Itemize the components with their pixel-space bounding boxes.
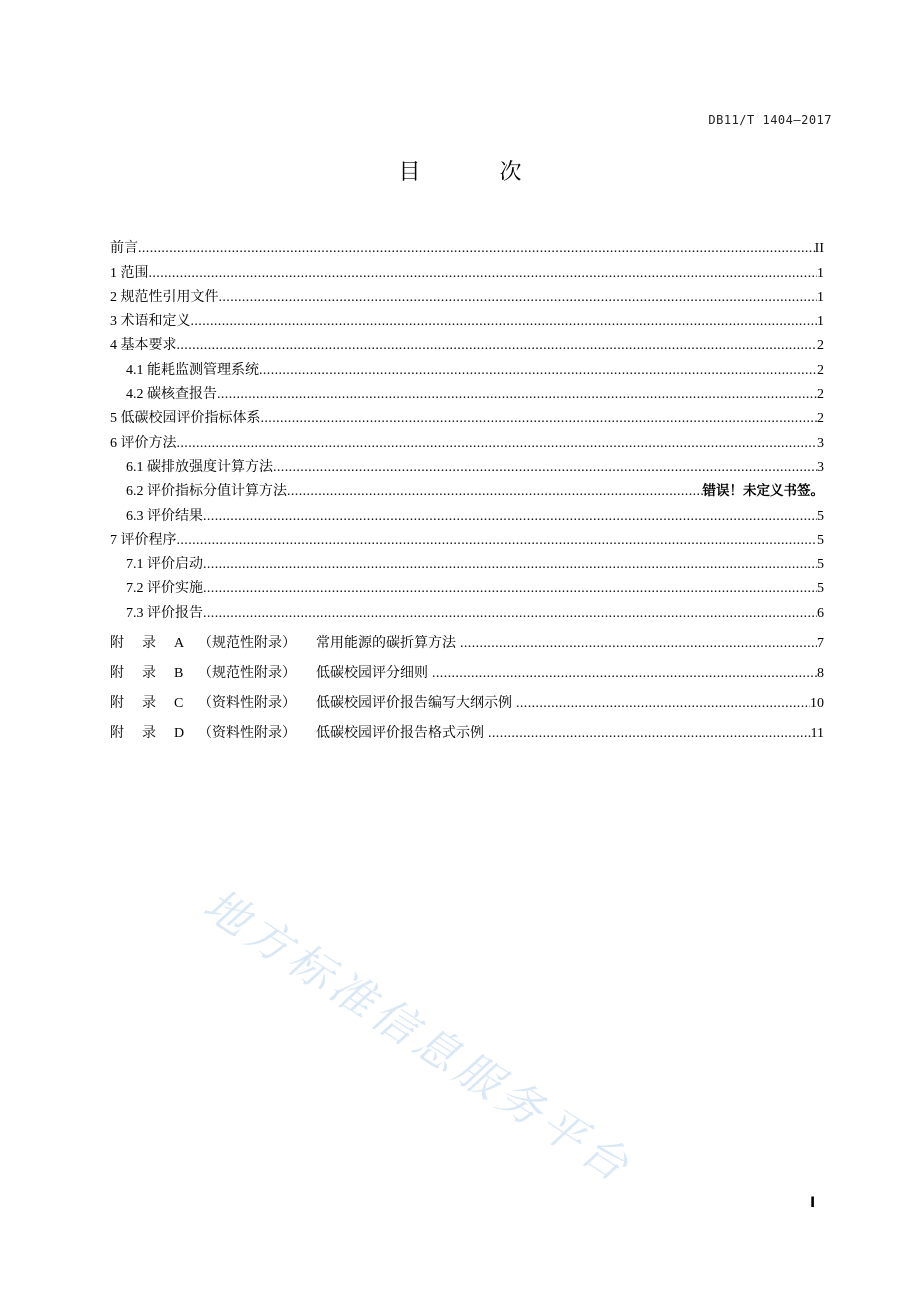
dot-leader [488, 725, 811, 742]
toc-entry-label: 7 评价程序 [110, 532, 177, 548]
appendix-label [110, 665, 432, 682]
toc-entry-label: 1 范围 [110, 265, 149, 281]
toc-appendix-entry[interactable] [110, 712, 824, 742]
dot-leader [203, 508, 817, 525]
dot-leader [516, 695, 810, 712]
page-title: 目 次 [398, 160, 558, 185]
appendix-label [110, 725, 488, 742]
appendix-page: 11 [810, 725, 824, 741]
appendix-letter: B [174, 665, 184, 681]
appendix-type: （规范性附录） [198, 665, 296, 681]
dot-leader [287, 483, 703, 500]
toc-entry[interactable] [110, 233, 824, 257]
toc-entry-label: 2 规范性引用文件 [110, 289, 219, 305]
toc-entry-page: 5 [817, 581, 824, 597]
toc-entry-page: 1 [817, 265, 824, 281]
toc-entry-page: 3 [817, 435, 824, 451]
toc-entry[interactable] [110, 597, 824, 621]
toc-entry[interactable] [110, 282, 824, 306]
toc-entry-page: 5 [817, 557, 824, 573]
toc-entry-error-message: 错误！未定义书签。 [702, 483, 824, 500]
dot-leader [177, 532, 818, 549]
dot-leader [203, 580, 817, 597]
toc-entry[interactable] [110, 257, 824, 281]
appendix-page: 7 [817, 635, 824, 651]
toc-entry-label: 7.3 评价报告 [126, 605, 203, 621]
toc-appendix-entry[interactable] [110, 622, 824, 652]
appendix-page: 10 [810, 695, 824, 711]
appendix-letter: C [174, 695, 184, 711]
document-code: DB11/T 1404—2017 [708, 113, 832, 127]
toc-entry-page: 2 [817, 338, 824, 354]
toc-entry[interactable] [110, 452, 824, 476]
appendix-type: （资料性附录） [198, 725, 296, 741]
dot-leader [177, 337, 818, 354]
toc-entry[interactable] [110, 525, 824, 549]
dot-leader [203, 605, 817, 622]
dot-leader [177, 435, 818, 452]
toc-entry[interactable] [110, 354, 824, 378]
toc-entry-page: 2 [817, 387, 824, 403]
toc-entry-label: 4.1 能耗监测管理系统 [126, 362, 259, 378]
toc-appendix-entry[interactable] [110, 652, 824, 682]
appendix-name: 低碳校园评分细则 [316, 665, 428, 681]
toc-entry-page: 5 [817, 532, 824, 548]
toc-entry-label: 4 基本要求 [110, 338, 177, 354]
toc-entry-label: 7.2 评价实施 [126, 581, 203, 597]
appendix-name: 常用能源的碳折算方法 [316, 635, 456, 651]
dot-leader [219, 289, 818, 306]
appendix-name: 低碳校园评价报告编写大纲示例 [316, 695, 512, 711]
appendix-label [110, 635, 460, 652]
dot-leader [191, 313, 818, 330]
toc-entry-label: 6.2 评价指标分值计算方法 [126, 484, 287, 500]
toc-entry-label: 5 低碳校园评价指标体系 [110, 411, 261, 427]
toc-entry[interactable] [110, 500, 824, 524]
toc-appendix-entry[interactable] [110, 682, 824, 712]
toc-entry[interactable] [110, 403, 824, 427]
toc-entry[interactable] [110, 427, 824, 451]
appendix-word: 附 录 [110, 635, 156, 651]
toc-entry-page: 1 [817, 289, 824, 305]
appendix-word: 附 录 [110, 695, 156, 711]
dot-leader [217, 386, 817, 403]
appendix-name: 低碳校园评价报告格式示例 [316, 725, 484, 741]
toc-entry-page: 6 [817, 605, 824, 621]
appendix-type: （规范性附录） [198, 635, 296, 651]
page-number: I [810, 1195, 816, 1211]
toc-entry-label: 6 评价方法 [110, 435, 177, 451]
appendix-label [110, 695, 516, 712]
dot-leader [203, 556, 817, 573]
watermark: 地方标准信息服务平台 [194, 879, 642, 1195]
toc-entry-page: 5 [817, 508, 824, 524]
toc-entry[interactable] [110, 379, 824, 403]
dot-leader [432, 665, 817, 682]
toc-entry-page: II [814, 241, 824, 257]
dot-leader [259, 362, 817, 379]
toc-entry-label: 前言 [110, 241, 138, 257]
toc-entry[interactable] [110, 573, 824, 597]
toc-entry-page: 1 [817, 314, 824, 330]
dot-leader [261, 410, 818, 427]
table-of-contents [110, 233, 824, 742]
toc-entry-label: 3 术语和定义 [110, 314, 191, 330]
toc-entry-label: 7.1 评价启动 [126, 557, 203, 573]
toc-entry[interactable] [110, 476, 824, 500]
dot-leader [138, 240, 815, 257]
toc-entry[interactable] [110, 306, 824, 330]
toc-entry[interactable] [110, 549, 824, 573]
dot-leader [149, 265, 818, 282]
appendix-type: （资料性附录） [198, 695, 296, 711]
toc-entry-label: 4.2 碳核查报告 [126, 387, 217, 403]
appendix-word: 附 录 [110, 725, 156, 741]
toc-entry-page: 3 [817, 459, 824, 475]
toc-entry-label: 6.1 碳排放强度计算方法 [126, 459, 273, 475]
appendix-word: 附 录 [110, 665, 156, 681]
dot-leader [273, 459, 817, 476]
toc-entry-page: 2 [817, 362, 824, 378]
toc-entry[interactable] [110, 330, 824, 354]
toc-entry-label: 6.3 评价结果 [126, 508, 203, 524]
appendix-page: 8 [817, 665, 824, 681]
appendix-letter: A [174, 635, 185, 651]
dot-leader [460, 635, 817, 652]
appendix-letter: D [174, 725, 185, 741]
toc-entry-page: 2 [817, 411, 824, 427]
